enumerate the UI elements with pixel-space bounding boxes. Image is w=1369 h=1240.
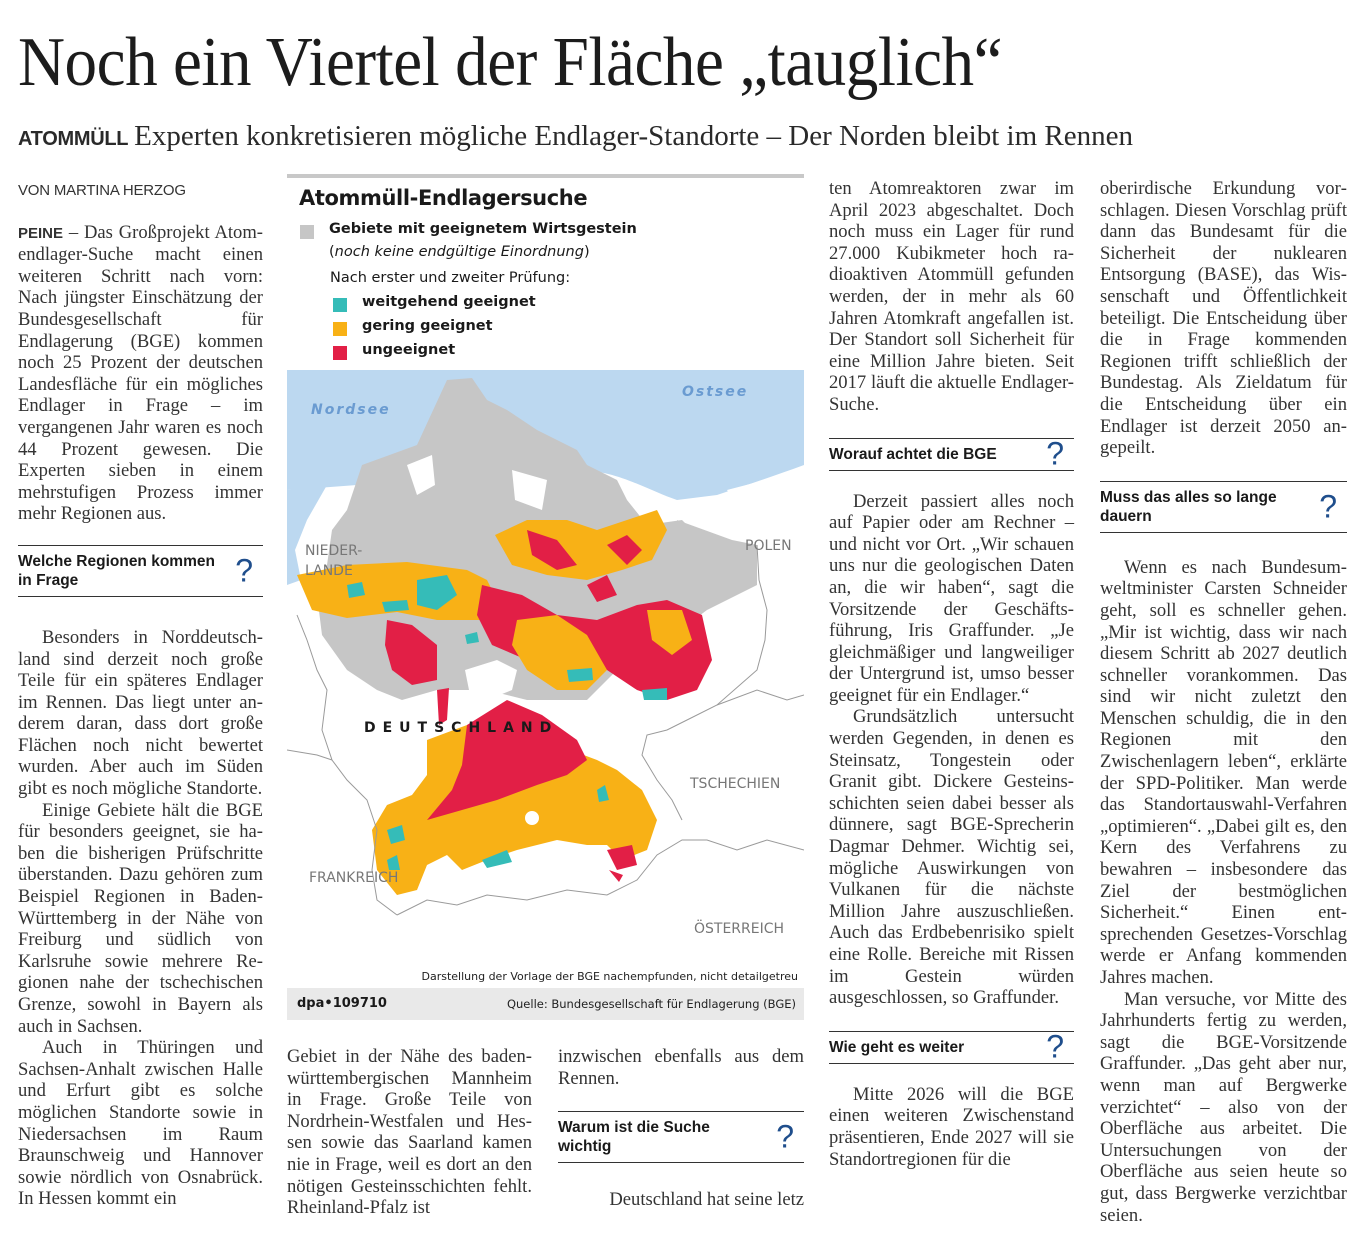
graphic-top-rule bbox=[287, 174, 804, 178]
map-label-nordsee: Nordsee bbox=[311, 402, 391, 418]
paragraph: Besonders in Norddeutschland sind derzeit noch große Teile für ein späteres Endlager im Rennen. Das liegt unter anderem daran, dass dort große Flächen noch nicht bewertet wurden. Aber auch im Süden gibt es noch mögliche Standorte. bbox=[18, 626, 263, 800]
paragraph: Grundsätzlich untersucht werden Gegenden, in denen es Steinsatz, Tongestein oder Granit gibt. Dickere Gesteinsschichten seien dabei besser als dünnere, sagt BGE-Sprecherin Dagmar Dehmer. Wichtig sei, mögliche Auswirkungen von Vulkanen für die nächste Million Jahre auszuschließen. Auch das Erdbebenrisiko spielt eine Rolle. Bereiche mit Rissen im Gestein würden ausgeschlossen, so Graffunder. bbox=[829, 706, 1074, 1009]
column-4 bbox=[829, 178, 1074, 1170]
question-mark-icon: ? bbox=[1046, 1028, 1064, 1065]
question-mark-icon: ? bbox=[235, 552, 253, 589]
question-mark-icon: ? bbox=[1046, 435, 1064, 472]
legend-swatch-red bbox=[333, 346, 347, 360]
question-text: Muss das alles so lange dauern bbox=[1100, 488, 1277, 525]
question-mark-icon: ? bbox=[1319, 488, 1337, 525]
map-label-frankreich: FRANKREICH bbox=[309, 870, 399, 886]
paragraph: inzwischen ebenfalls aus dem Rennen. bbox=[558, 1046, 804, 1089]
legend-swatch-teal bbox=[333, 298, 347, 312]
question-heading-2 bbox=[558, 1111, 804, 1163]
legend-note-text: noch keine endgültige Einordnung bbox=[334, 244, 584, 260]
question-heading-1 bbox=[18, 545, 263, 597]
question-heading-4 bbox=[829, 1028, 1074, 1065]
headline: Noch ein Viertel der Fläche „tauglich“ bbox=[18, 24, 1003, 101]
subheadline-row bbox=[18, 118, 1133, 157]
question-mark-icon: ? bbox=[776, 1118, 794, 1155]
agency-id: dpa•109710 bbox=[297, 996, 387, 1011]
paragraph: Mitte 2026 will die BGE einen weiteren Zwischenstand präsentieren, Ende 2027 will sie Standortregionen für die bbox=[829, 1083, 1074, 1170]
paren-close: ) bbox=[583, 244, 590, 260]
infographic bbox=[287, 174, 804, 1022]
paragraph: Wenn es nach Bundesumweltminister Carsten Schneider geht, soll es schneller gehen. „Mir ist wichtig, dass wir nach diesem Schritt ab 2027 deutlich schneller vorankommen. Das sind wir nicht zuletzt den Menschen schuldig, die in den Regionen mit den Zwischenlagern leben“, erklärte der SPD-Politiker. Man werde das Standortauswahl-Verfahren „optimieren“. „Dabei gilt es, den Kern des Verfahrens zu bewahren – insbesondere das Ziel der bestmöglichen Sicherheit.“ Einen entsprechenden Gesetzes-Vorschlag werde er Anfang kommenden Jahres machen. bbox=[1100, 556, 1347, 988]
graphic-credit-bar bbox=[287, 988, 804, 1020]
paragraph: Derzeit passiert alles noch auf Papier oder am Rechner – und nicht vor Ort. „Wir schauen uns nur die geologischen Daten an, die wir haben“, sagt die Vorsitzende der Geschäftsführung, Iris Graffunder. „Je gleichmäßiger und langweiliger der Untergrund ist, umso besser geeignet für ein Endlager.“ bbox=[829, 490, 1074, 706]
paragraph: oberirdische Erkundung vorschlagen. Diesen Vorschlag prüft dann das Bundesamt für die Sicherheit der nuklearen Entsorgung (BASE), das Wissenschaft und Öffentlichkeit beteiligt. Die Entscheidung über die in Frage kommenden Regionen trifft schließlich der Bundestag. Als Zieldatum für die Entscheidung über ein Endlager ist derzeit 2050 angepeilt. bbox=[1100, 178, 1347, 459]
subheadline: Experten konkretisieren mögliche Endlager-Standorte – Der Norden bleibt im Rennen bbox=[134, 120, 1133, 152]
map-label-deutschland: DEUTSCHLAND bbox=[364, 720, 559, 736]
paragraph: Gebiet in der Nähe des baden-württembergischen Mannheim in Frage. Große Teile von Nordrhein-Westfalen und Hessen sowie das Saarland kamen nie in Frage, weil es dort an den nötigen Gesteinsschichten fehlt. Rheinland-Pfalz ist bbox=[287, 1046, 532, 1219]
dateline: PEINE bbox=[18, 224, 64, 242]
question-text: Worauf achtet die BGE bbox=[829, 445, 997, 463]
legend-item-label: gering geeignet bbox=[362, 318, 493, 334]
lead-text: – Das Großprojekt Atomendlager-Suche macht einen weiteren Schritt nach vorn: Nach jüngster Einschätzung der Bundesgesellschaft für Endlagerung (BGE) kommen noch 25 Prozent der deutschen Landesfläche für ein mögliches Endlager in Frage – im vergangenen Jahr waren es noch 44 Prozent gewesen. Die Experten sieben in einem mehrstufigen Prozess immer mehr Regionen aus. bbox=[18, 221, 263, 525]
column-1 bbox=[18, 180, 263, 1210]
legend-main-label: Gebiete mit geeignetem Wirtsgestein bbox=[329, 221, 637, 237]
question-text: Warum ist die Suche wichtig bbox=[558, 1119, 710, 1156]
kicker: ATOMMÜLL bbox=[18, 128, 129, 150]
paragraph: Auch in Thüringen und Sachsen-Anhalt zwischen Halle und Erfurt gibt es solche möglichen Standorte sowie in Niedersachsen im Raum Braunschweig und Hannover sowie nördlich von Osnabrück. In Hessen kommt ein bbox=[18, 1037, 263, 1210]
paragraph: ten Atomreaktoren zwar im April 2023 abgeschaltet. Doch noch muss ein Lager für rund 27.000 Kubikmeter hoch radioaktiven Atommüll gefunden werden, der in mehr als 60 Jahren Atomkraft angefallen ist. Der Standort soll Sicherheit für eine Million Jahre bieten. Seit 2017 läuft die aktuelle Endlager-Suche. bbox=[829, 178, 1074, 415]
germany-map bbox=[287, 370, 804, 940]
graphic-footnote: Darstellung der Vorlage der BGE nachempfunden, nicht detailgetreu bbox=[421, 970, 798, 983]
map-label-tschechien: TSCHECHIEN bbox=[690, 776, 781, 792]
map-label-niederlande: NIEDER- bbox=[305, 543, 363, 559]
legend-swatch-orange bbox=[333, 322, 347, 336]
column-2-bottom bbox=[287, 1046, 532, 1219]
legend-main-note bbox=[329, 244, 590, 260]
map-label-oesterreich: ÖSTERREICH bbox=[694, 921, 785, 937]
legend-subtitle: Nach erster und zweiter Prüfung: bbox=[330, 270, 571, 286]
legend-item-label: weitgehend geeignet bbox=[362, 294, 536, 310]
question-text: Welche Regionen kommen in Frage bbox=[18, 552, 215, 589]
map-label-ostsee: Ostsee bbox=[682, 384, 749, 400]
map-label-niederlande-2: LANDE bbox=[305, 563, 353, 579]
question-heading-5 bbox=[1100, 481, 1347, 533]
byline: VON MARTINA HERZOG bbox=[18, 182, 186, 199]
paren-open: ( bbox=[329, 244, 335, 260]
paragraph: Einige Gebiete hält die BGE für besonders geeignet, sie haben die bisherigen Prüfschritte überstanden. Dazu gehören zum Beispiel Regionen in Baden-Württemberg in der Nähe von Freiburg und südlich von Karlsruhe sowie mehrere Regionen nahe der tschechischen Grenze, sowohl in Bayern als auch in Sachsen. bbox=[18, 799, 263, 1037]
question-heading-3 bbox=[829, 435, 1074, 472]
legend-swatch-grey bbox=[300, 225, 314, 239]
lead-paragraph bbox=[18, 222, 263, 525]
column-5 bbox=[1100, 178, 1347, 1226]
graphic-title: Atommüll-Endlagersuche bbox=[299, 186, 588, 210]
map-label-polen: POLEN bbox=[745, 538, 792, 554]
paragraph: Deutschland hat seine letz bbox=[609, 1189, 804, 1211]
legend-item-label: ungeeignet bbox=[362, 342, 456, 358]
paragraph: Man versuche, vor Mitte des Jahrhunderts fertig zu werden, sagt die BGE-Vorsitzende Graffunder. „Das geht aber nur, wenn man auf Bergwerke verzichtet“ – also von der Oberfläche aus arbeitet. Die Untersuchungen von der Oberfläche aus seien heute so gut, dass Bergwerke verzichtbar seien. bbox=[1100, 988, 1347, 1226]
question-text: Wie geht es weiter bbox=[829, 1038, 965, 1056]
column-3-bottom bbox=[558, 1046, 804, 1211]
graphic-source: Quelle: Bundesgesellschaft für Endlagerung (BGE) bbox=[506, 997, 796, 1011]
